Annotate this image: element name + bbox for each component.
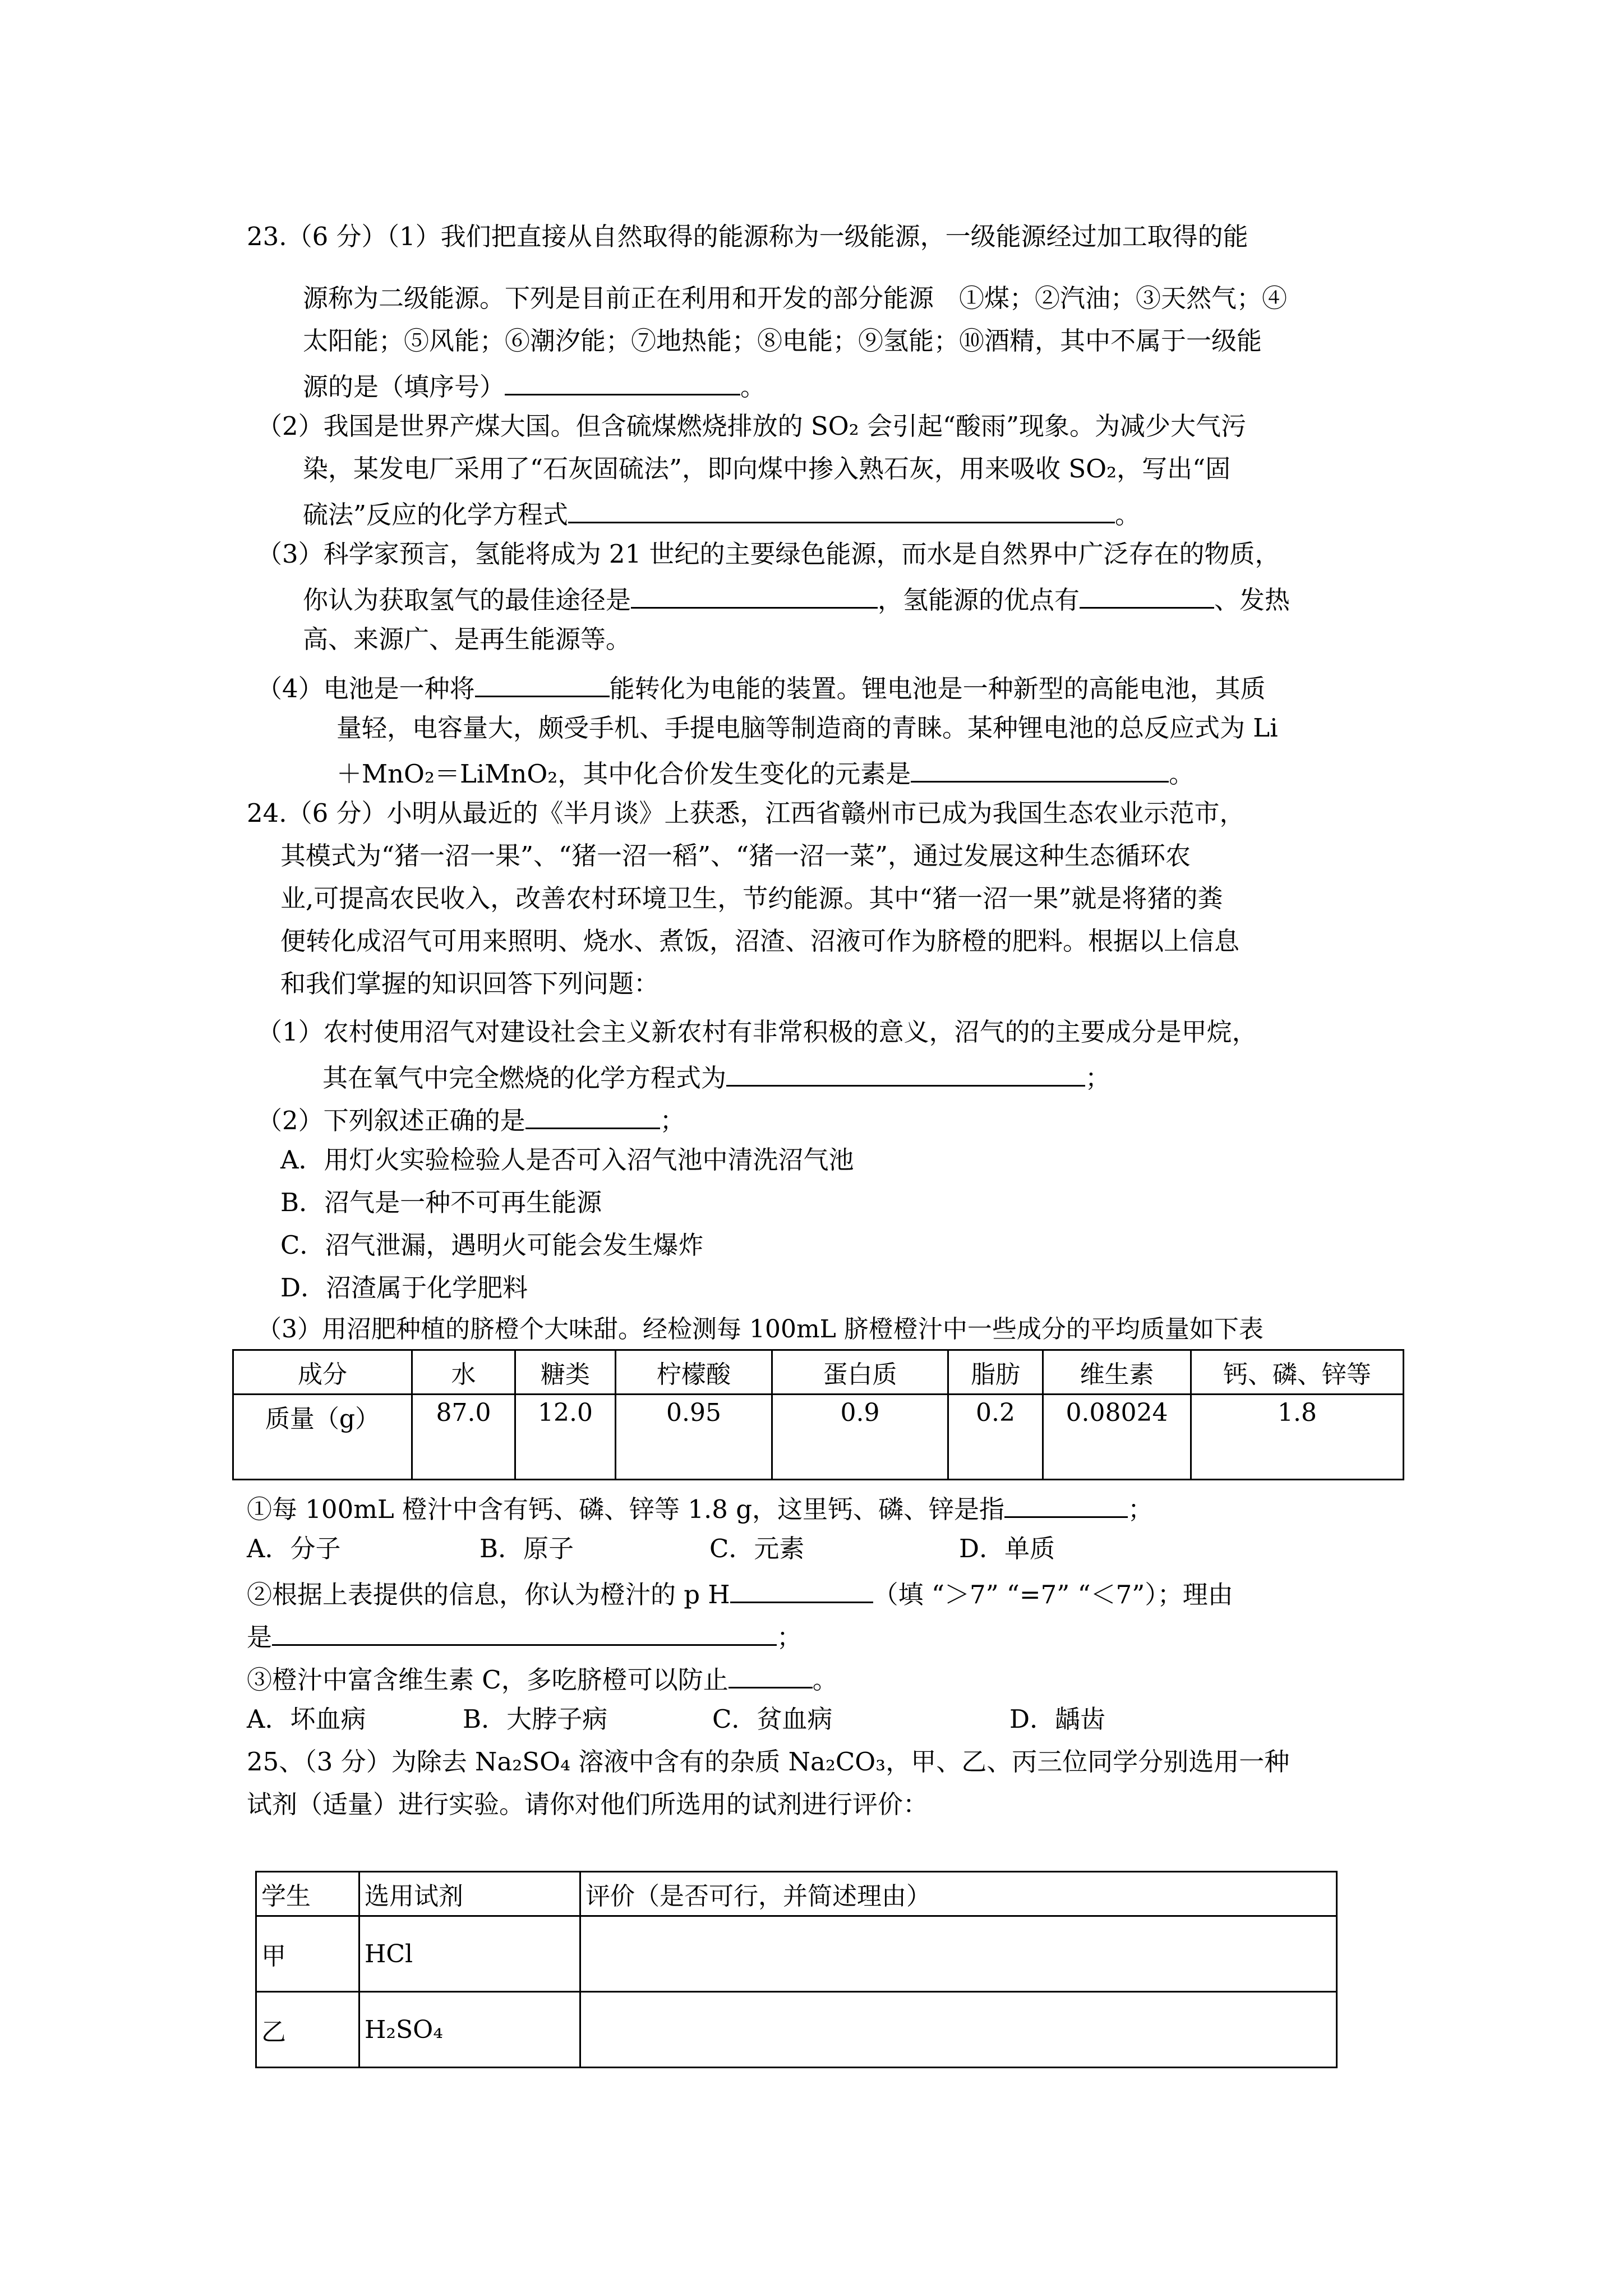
- q23-part4-line-3: [336, 754, 1194, 791]
- q24-line-3: 业,可提高农民收入，改善农村环境卫生，节约能源。其中“猪一沼一果”就是将猪的粪: [280, 884, 1223, 913]
- q25-line-1: 25、（3 分）为除去 Na₂SO₄ 溶液中含有的杂质 Na₂CO₃，甲、乙、丙三位同学分别选用一种: [247, 1747, 1290, 1777]
- q24-sub1-end: ；: [1128, 1494, 1154, 1524]
- answer-blank[interactable]: [505, 367, 740, 395]
- q24-part1-line-2-end: ；: [1085, 1063, 1111, 1093]
- table-header-cell: 水: [412, 1350, 515, 1395]
- table-cell: 0.9: [772, 1395, 948, 1480]
- q24-part2-end: ；: [660, 1106, 685, 1135]
- nutrient-table: [232, 1349, 1404, 1480]
- table-header-cell: 糖类: [515, 1350, 616, 1395]
- answer-blank[interactable]: [911, 754, 1169, 783]
- q24-sub1-option-c: C．元素: [709, 1534, 805, 1563]
- table-cell: 甲: [256, 1916, 359, 1992]
- q24-part2-line: [257, 1101, 685, 1138]
- answer-blank[interactable]: [475, 669, 610, 697]
- q24-sub2-line-1: [247, 1575, 1233, 1612]
- q24-option-d: D．沼渣属于化学肥料: [280, 1273, 528, 1303]
- q23-line-1: 23.（6 分）（1）我们把直接从自然取得的能源称为一级能源，一级能源经过加工取得的能: [247, 222, 1248, 251]
- table-header-cell: 脂肪: [948, 1350, 1043, 1395]
- table-cell: 1.8: [1191, 1395, 1404, 1480]
- table-cell: HCl: [359, 1916, 580, 1992]
- table-cell: 0.2: [948, 1395, 1043, 1480]
- q24-sub3-option-a: A．坏血病: [247, 1704, 366, 1734]
- table-header-cell: 选用试剂: [359, 1872, 580, 1916]
- q24-sub2-line-2: [247, 1617, 802, 1654]
- q23-part3-line-2: [303, 580, 1290, 617]
- table-header-cell: 评价（是否可行，并简述理由）: [580, 1872, 1337, 1916]
- q23-part3-line-2-text-c: 、发热: [1214, 585, 1290, 615]
- q24-option-a: A．用灯火实验检验人是否可入沼气池中清洗沼气池: [280, 1145, 854, 1175]
- q23-part2-line-3-end: 。: [1115, 500, 1141, 530]
- q25-line-2: 试剂（适量）进行实验。请你对他们所选用的试剂进行评价：: [247, 1789, 929, 1819]
- q23-line-4: [303, 367, 766, 404]
- table-header-cell: 成分: [233, 1350, 412, 1395]
- equation-blank[interactable]: [568, 495, 1115, 523]
- q23-part3-line-2-text-b: ，氢能源的优点有: [878, 585, 1080, 615]
- table-cell: 87.0: [412, 1395, 515, 1480]
- q23-line-4-end: 。: [740, 372, 766, 402]
- table-header-cell: 蛋白质: [772, 1350, 948, 1395]
- equation-blank[interactable]: [726, 1058, 1085, 1087]
- q23-part2-line-3-text: 硫法”反应的化学方程式: [303, 500, 569, 530]
- evaluation-answer-cell[interactable]: [580, 1916, 1337, 1992]
- table-header-row: [256, 1872, 1337, 1916]
- q24-line-5: 和我们掌握的知识回答下列问题：: [280, 969, 660, 999]
- q23-part3-line-3: 高、来源广、是再生能源等。: [303, 624, 631, 654]
- table-cell: 0.95: [616, 1395, 772, 1480]
- q24-sub3-line: [247, 1660, 838, 1697]
- evaluation-answer-cell[interactable]: [580, 1992, 1337, 2068]
- answer-blank[interactable]: [730, 1575, 873, 1603]
- table-row: [256, 1992, 1337, 2068]
- q23-part4-line-1: [257, 669, 1266, 706]
- q24-line-2: 其模式为“猪一沼一果”、“猪一沼一稻”、“猪一沼一菜”，通过发展这种生态循环农: [280, 841, 1191, 871]
- table-row: [233, 1395, 1404, 1480]
- q23-part3-line-1: （3）科学家预言，氢能将成为 21 世纪的主要绿色能源，而水是自然界中广泛存在的物质，: [257, 539, 1280, 569]
- reagent-evaluation-table: [255, 1871, 1338, 2068]
- q24-sub1-text: ①每 100mL 橙汁中含有钙、磷、锌等 1.8 g，这里钙、磷、锌是指: [247, 1494, 1005, 1524]
- q24-sub1-option-a: A．分子: [247, 1534, 341, 1563]
- q24-sub3-option-b: B．大脖子病: [463, 1704, 608, 1734]
- answer-blank[interactable]: [631, 580, 878, 609]
- answer-blank[interactable]: [272, 1617, 777, 1646]
- q23-part2-line-2: 染，某发电厂采用了“石灰固硫法”，即向煤中掺入熟石灰，用来吸收 SO₂，写出“固: [303, 454, 1231, 484]
- q24-sub1-option-b: B．原子: [479, 1534, 574, 1563]
- q23-part3-line-2-text-a: 你认为获取氢气的最佳途径是: [303, 585, 631, 615]
- q24-sub3-end: 。: [812, 1665, 838, 1695]
- table-header-cell: 学生: [256, 1872, 359, 1916]
- answer-blank[interactable]: [1080, 580, 1214, 609]
- q24-option-c: C．沼气泄漏，遇明火可能会发生爆炸: [280, 1230, 704, 1260]
- q23-part4-line-2: 量轻，电容量大，颇受手机、手提电脑等制造商的青睐。某种锂电池的总反应式为 Li: [336, 713, 1278, 743]
- q24-sub3-option-d: D．龋齿: [1009, 1704, 1106, 1734]
- answer-blank[interactable]: [1004, 1489, 1128, 1518]
- q23-part4-line-1-text-b: 能转化为电能的装置。锂电池是一种新型的高能电池，其质: [609, 674, 1266, 703]
- q24-option-b: B．沼气是一种不可再生能源: [280, 1188, 602, 1217]
- q23-part4-line-3-end: 。: [1169, 759, 1195, 789]
- table-cell: H₂SO₄: [359, 1992, 580, 2068]
- q24-sub3-option-c: C．贫血病: [712, 1704, 833, 1734]
- q24-sub3-text: ③橙汁中富含维生素 C，多吃脐橙可以防止: [247, 1665, 728, 1695]
- q23-line-3: 太阳能；⑤风能；⑥潮汐能；⑦地热能；⑧电能；⑨氢能；⑩酒精，其中不属于一级能: [303, 326, 1262, 356]
- answer-blank[interactable]: [728, 1660, 813, 1688]
- table-cell: 质量（g）: [233, 1395, 412, 1480]
- table-header-cell: 柠檬酸: [616, 1350, 772, 1395]
- table-cell: 乙: [256, 1992, 359, 2068]
- q23-line-4-text: 源的是（填序号）: [303, 372, 505, 402]
- q24-part3-line: （3）用沼肥种植的脐橙个大味甜。经检测每 100mL 脐橙橙汁中一些成分的平均质量如下表: [257, 1315, 1264, 1343]
- q24-part2-text: （2）下列叙述正确的是: [257, 1106, 525, 1135]
- table-cell: 0.08024: [1043, 1395, 1191, 1480]
- q24-line-1: 24.（6 分）小明从最近的《半月谈》上获悉，江西省赣州市已成为我国生态农业示范市，: [247, 798, 1245, 828]
- q24-sub2-text-c: 是: [247, 1622, 273, 1652]
- q24-sub1-option-d: D．单质: [959, 1534, 1055, 1563]
- q23-part2-line-3: [303, 495, 1140, 532]
- table-row: [256, 1916, 1337, 1992]
- q24-sub1-line: [247, 1489, 1153, 1526]
- q24-part1-line-2: [322, 1058, 1110, 1095]
- q24-sub2-text-a: ②根据上表提供的信息，你认为橙汁的 p H: [247, 1580, 730, 1609]
- q23-part4-line-1-text-a: （4）电池是一种将: [257, 674, 475, 703]
- q24-sub2-text-b: （填 “＞7” “=7” “＜7”）；理由: [873, 1580, 1233, 1609]
- q24-sub2-text-d: ；: [777, 1622, 803, 1652]
- q23-part2-line-1: （2）我国是世界产煤大国。但含硫煤燃烧排放的 SO₂ 会引起“酸雨”现象。为减少大气污: [257, 411, 1247, 441]
- q23-part4-line-3-text: ＋MnO₂＝LiMnO₂，其中化合价发生变化的元素是: [336, 759, 911, 789]
- q24-part1-line-1: （1）农村使用沼气对建设社会主义新农村有非常积极的意义，沼气的的主要成分是甲烷，: [257, 1017, 1257, 1047]
- table-cell: 12.0: [515, 1395, 616, 1480]
- q23-line-2: 源称为二级能源。下列是目前正在利用和开发的部分能源 ①煤；②汽油；③天然气；④: [303, 283, 1288, 313]
- q24-line-4: 便转化成沼气可用来照明、烧水、煮饭，沼渣、沼液可作为脐橙的肥料。根据以上信息: [280, 926, 1240, 956]
- q24-part1-line-2-text: 其在氧气中完全燃烧的化学方程式为: [322, 1063, 727, 1093]
- table-header-cell: 维生素: [1043, 1350, 1191, 1395]
- table-header-cell: 钙、磷、锌等: [1191, 1350, 1404, 1395]
- answer-blank[interactable]: [525, 1101, 660, 1129]
- table-header-row: [233, 1350, 1404, 1395]
